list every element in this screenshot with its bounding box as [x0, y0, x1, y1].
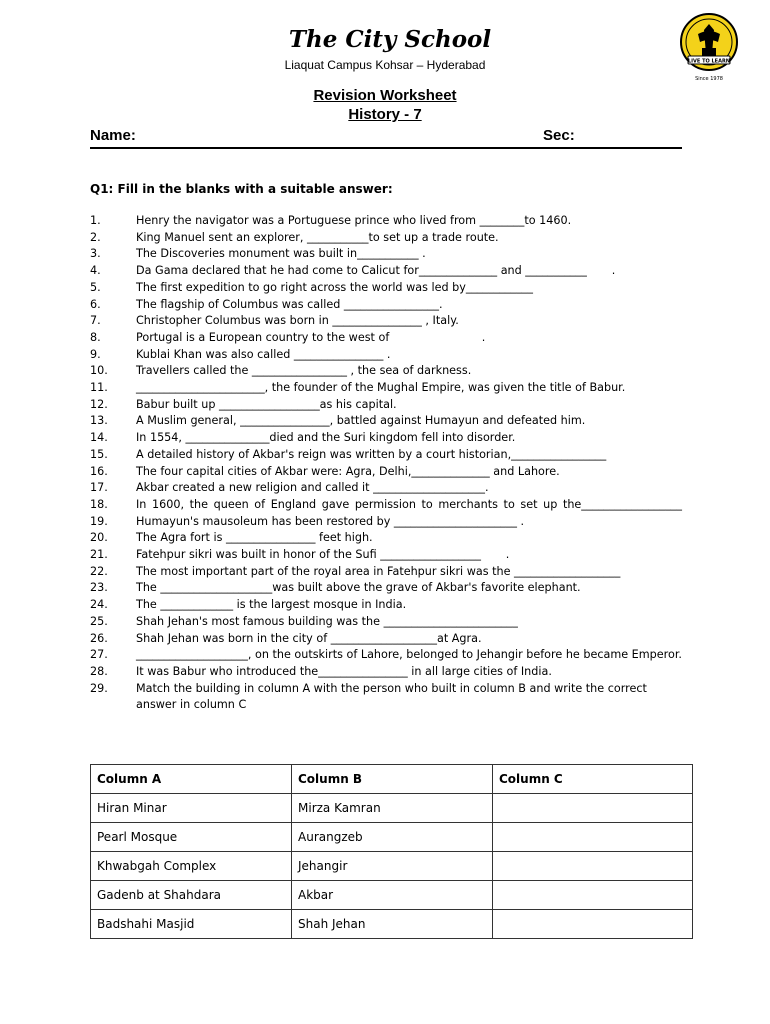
column-c-cell[interactable] [493, 823, 693, 852]
question-item [90, 246, 682, 263]
column-a-cell: Hiran Minar [91, 794, 292, 823]
question-number: 9. [90, 347, 101, 361]
question-text: The four capital cities of Akbar were: Agra, Delhi,______________ and Lahore. [136, 464, 560, 478]
question-item [90, 347, 682, 364]
q1-heading: Q1: Fill in the blanks with a suitable answer: [90, 182, 393, 196]
question-number: 3. [90, 247, 101, 261]
section-label: Sec: [543, 127, 575, 144]
question-item [90, 647, 682, 664]
question-number: 8. [90, 330, 101, 344]
question-text: Portugal is a European country to the west of . [136, 330, 486, 344]
column-b-cell: Akbar [292, 881, 493, 910]
question-number: 22. [90, 564, 108, 578]
question-item [90, 597, 682, 614]
question-text: Da Gama declared that he had come to Calicut for______________ and ___________ . [136, 264, 616, 278]
column-a-cell: Gadenb at Shahdara [91, 881, 292, 910]
question-number: 14. [90, 431, 108, 445]
question-item [90, 564, 682, 581]
table-row [91, 910, 693, 939]
question-number: 2. [90, 230, 101, 244]
question-number: 6. [90, 297, 101, 311]
question-item [90, 397, 682, 414]
question-number: 27. [90, 648, 108, 662]
question-item [90, 580, 682, 597]
question-item [90, 363, 682, 380]
question-item [90, 614, 682, 631]
question-item [90, 330, 682, 347]
school-name: The City School [288, 26, 492, 53]
table-header-row [91, 765, 693, 794]
question-item [90, 547, 682, 564]
question-text: A Muslim general, ________________, battled against Humayun and defeated him. [136, 414, 586, 428]
question-number: 11. [90, 381, 108, 395]
question-text: In 1600, the queen of England gave permission to merchants to set up the__________________ [136, 497, 682, 511]
question-number: 26. [90, 631, 108, 645]
question-item [90, 430, 682, 447]
column-a-cell: Badshahi Masjid [91, 910, 292, 939]
question-text: Shah Jehan was born in the city of ___________________at Agra. [136, 631, 482, 645]
question-number: 29. [90, 681, 108, 695]
matching-table [90, 764, 693, 939]
question-item [90, 681, 682, 714]
question-text: The Agra fort is ________________ feet high. [136, 531, 373, 545]
question-text: The ____________________was built above the grave of Akbar's favorite elephant. [136, 581, 581, 595]
question-text: The _____________ is the largest mosque in India. [136, 598, 407, 612]
logo-since: Since 1978 [695, 76, 723, 82]
question-number: 15. [90, 447, 108, 461]
question-text: In 1554, _______________died and the Suri kingdom fell into disorder. [136, 431, 516, 445]
question-number: 25. [90, 614, 108, 628]
question-item [90, 230, 682, 247]
question-text: The flagship of Columbus was called _________________. [136, 297, 443, 311]
column-a-header: Column A [91, 765, 292, 794]
question-number: 28. [90, 664, 108, 678]
column-a-cell: Pearl Mosque [91, 823, 292, 852]
question-number: 5. [90, 280, 101, 294]
table-row [91, 794, 693, 823]
question-number: 19. [90, 514, 108, 528]
question-text: Travellers called the _________________ , the sea of darkness. [136, 364, 472, 378]
question-text: A detailed history of Akbar's reign was written by a court historian,_________________ [136, 447, 607, 461]
question-number: 23. [90, 581, 108, 595]
question-item [90, 631, 682, 648]
question-text: The Discoveries monument was built in___________ . [136, 247, 426, 261]
question-item [90, 380, 682, 397]
logo-motto: LIVE TO LEARN [688, 58, 730, 65]
question-item [90, 263, 682, 280]
column-b-header: Column B [292, 765, 493, 794]
question-text: It was Babur who introduced the________________ in all large cities of India. [136, 664, 552, 678]
question-number: 21. [90, 548, 108, 562]
question-item [90, 530, 682, 547]
column-c-header: Column C [493, 765, 693, 794]
question-item [90, 514, 682, 531]
column-a-cell: Khwabgah Complex [91, 852, 292, 881]
question-text: Babur built up __________________as his capital. [136, 397, 397, 411]
column-b-cell: Shah Jehan [292, 910, 493, 939]
question-number: 13. [90, 414, 108, 428]
table-row [91, 823, 693, 852]
worksheet-title: Revision Worksheet [313, 87, 457, 104]
question-item [90, 497, 682, 514]
question-number: 1. [90, 214, 101, 227]
question-number: 18. [90, 497, 108, 511]
column-c-cell[interactable] [493, 910, 693, 939]
question-item [90, 313, 682, 330]
column-c-cell[interactable] [493, 881, 693, 910]
column-b-cell: Aurangzeb [292, 823, 493, 852]
question-item [90, 280, 682, 297]
question-text: Christopher Columbus was born in ________________ , Italy. [136, 314, 459, 328]
name-label: Name: [90, 127, 136, 144]
question-number: 17. [90, 481, 108, 495]
question-text: The most important part of the royal area in Fatehpur sikri was the ___________________ [136, 564, 621, 578]
question-list [90, 213, 682, 714]
question-item [90, 413, 682, 430]
column-b-cell: Mirza Kamran [292, 794, 493, 823]
question-text: _______________________, the founder of the Mughal Empire, was given the title of Babur. [136, 381, 626, 395]
question-text: Match the building in column A with the person who built in column B and write the correct answer in column C [136, 681, 647, 712]
question-number: 4. [90, 264, 101, 278]
question-number: 24. [90, 598, 108, 612]
question-text: Fatehpur sikri was built in honor of the Sufi __________________ . [136, 548, 510, 562]
question-item [90, 464, 682, 481]
question-number: 20. [90, 531, 108, 545]
table-row [91, 852, 693, 881]
worksheet-subject: History - 7 [348, 106, 422, 123]
question-text: The first expedition to go right across the world was led by____________ [136, 280, 533, 294]
question-text: King Manuel sent an explorer, ___________to set up a trade route. [136, 230, 499, 244]
table-row [91, 881, 693, 910]
question-number: 12. [90, 397, 108, 411]
question-text: ____________________, on the outskirts of Lahore, belonged to Jehangir before he became Emperor. [136, 648, 682, 662]
question-item [90, 297, 682, 314]
column-c-cell[interactable] [493, 852, 693, 881]
question-number: 16. [90, 464, 108, 478]
name-section-row [90, 127, 682, 149]
question-number: 10. [90, 364, 108, 378]
question-text: Shah Jehan's most famous building was the ________________________ [136, 614, 518, 628]
column-c-cell[interactable] [493, 794, 693, 823]
question-item [90, 664, 682, 681]
question-number: 7. [90, 314, 101, 328]
question-text: Akbar created a new religion and called it ____________________. [136, 481, 489, 495]
question-text: Humayun's mausoleum has been restored by ______________________ . [136, 514, 525, 528]
question-item [90, 447, 682, 464]
campus-subtitle: Liaquat Campus Kohsar – Hyderabad [284, 58, 486, 72]
question-text: Henry the navigator was a Portuguese prince who lived from ________to 1460. [136, 214, 572, 227]
question-item [90, 213, 682, 230]
school-logo [676, 12, 742, 84]
column-b-cell: Jehangir [292, 852, 493, 881]
question-text: Kublai Khan was also called ________________ . [136, 347, 391, 361]
question-item [90, 480, 682, 497]
